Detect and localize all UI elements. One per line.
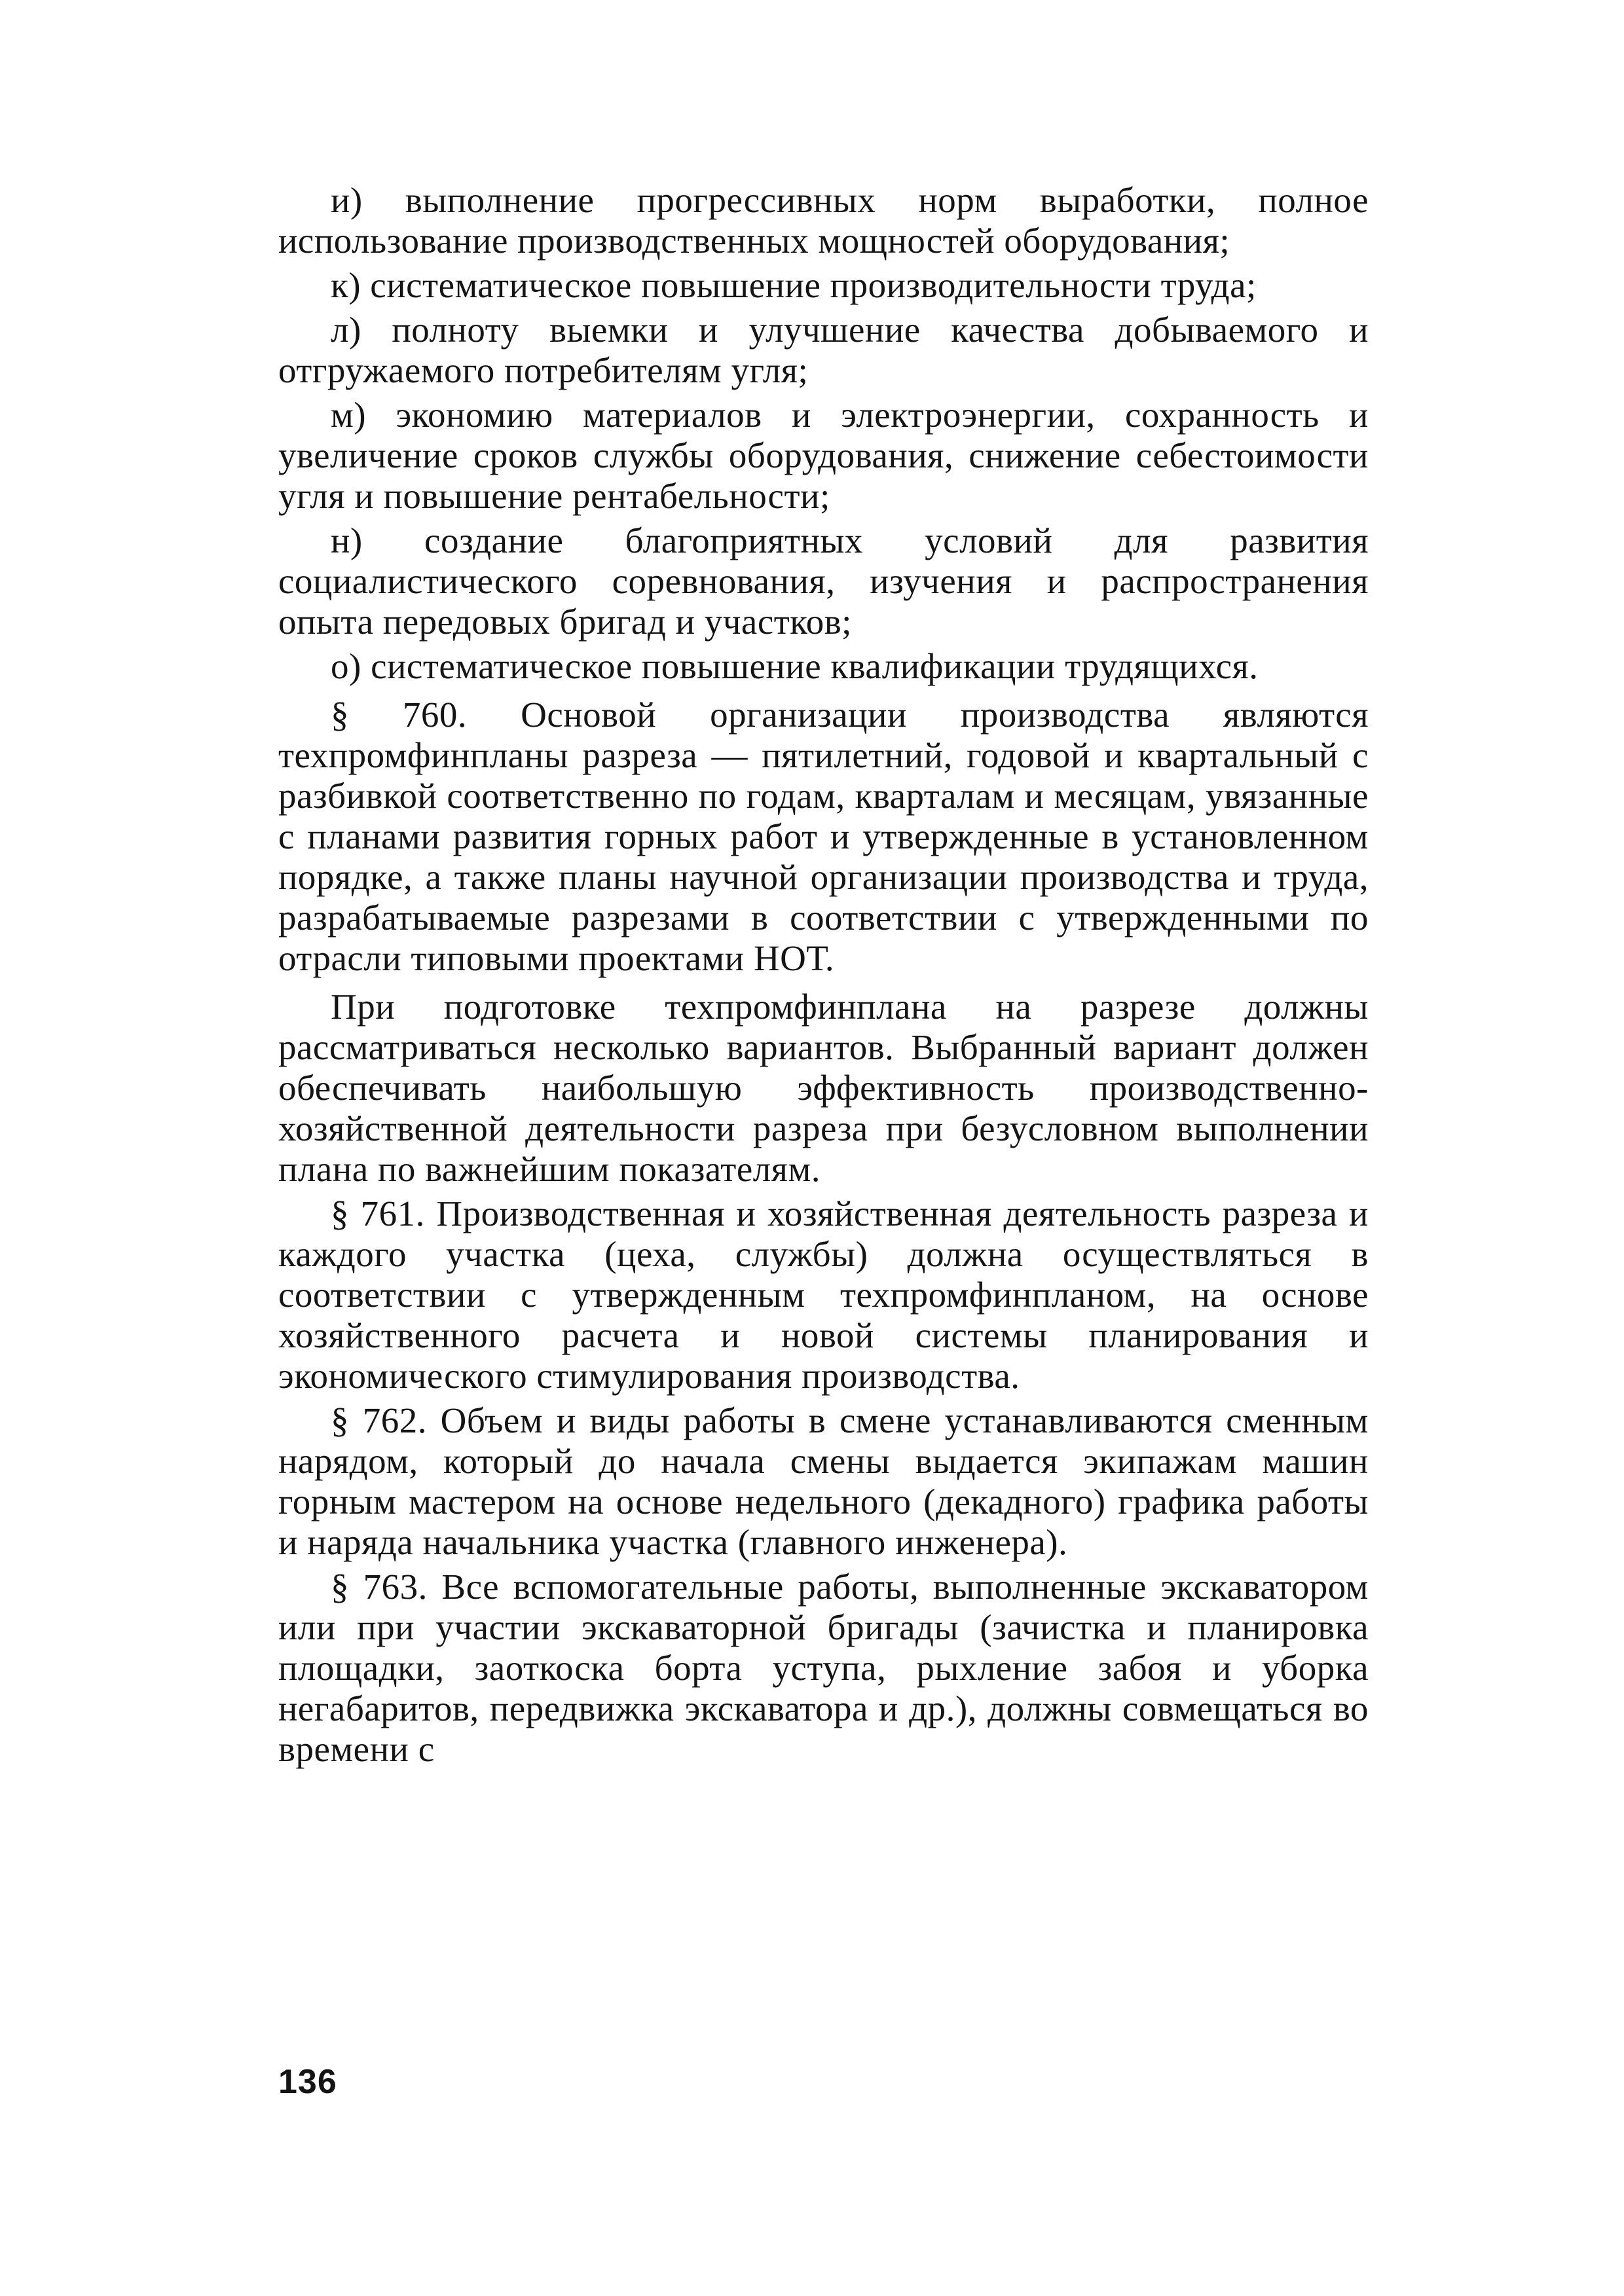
section-763: § 763. Все вспомогательные работы, выполненные экскаватором или при участии экскаваторной бригады (зачистка и планировка площадки, заоткоска борта уступа, рыхление забоя и уборка негабаритов, передвижка экскаватора и др.), должны совмещаться во времени с <box>278 1567 1369 1769</box>
list-item-k: к) систематическое повышение производительности труда; <box>331 265 1257 305</box>
section-760-continuation: При подготовке техпромфинплана на разрезе должны рассматриваться несколько вариантов. Выбранный вариант должен обеспечивать наибольшую эффективность производственно-хозяйственной деятельности разреза при безусловном выполнении плана по важнейшим показателям. <box>278 987 1369 1189</box>
section-762: § 762. Объем и виды работы в смене устанавливаются сменным нарядом, который до начала смены выдается экипажам машин горным мастером на основе недельного (декадного) графика работы и наряда начальника участка (главного инженера). <box>278 1400 1369 1562</box>
page-number: 136 <box>278 2063 337 2101</box>
section-760: § 760. Основой организации производства являются техпромфинпланы разреза — пятилетний, годовой и квартальный с разбивкой соответственно по годам, кварталам и месяцам, увязанные с планами развития горных работ и утвержденные в установленном порядке, а также планы научной организации производства и труда, разрабатываемые разрезами в соответствии с утвержденными по отрасли типовыми проектами НОТ. <box>278 695 1369 978</box>
list-item-i: и) выполнение прогрессивных норм выработки, полное использование производственных мощностей оборудования; <box>278 180 1369 261</box>
list-item-l: л) полноту выемки и улучшение качества добываемого и отгружаемого потребителям угля; <box>278 310 1369 390</box>
list-item-n: н) создание благоприятных условий для развития социалистического соревнования, изучения и распространения опыта передовых бригад и участков; <box>278 520 1369 642</box>
section-761: § 761. Производственная и хозяйственная деятельность разреза и каждого участка (цеха, службы) должна осуществляться в соответствии с утвержденным техпромфинпланом, на основе хозяйственного расчета и новой системы планирования и экономического стимулирования производства. <box>278 1194 1369 1396</box>
list-item-m: м) экономию материалов и электроэнергии, сохранность и увеличение сроков службы оборудования, снижение себестоимости угля и повышение рентабельности; <box>278 395 1369 516</box>
body-text <box>278 180 1369 1770</box>
list-item-o: о) систематическое повышение квалификации трудящихся. <box>331 646 1259 686</box>
